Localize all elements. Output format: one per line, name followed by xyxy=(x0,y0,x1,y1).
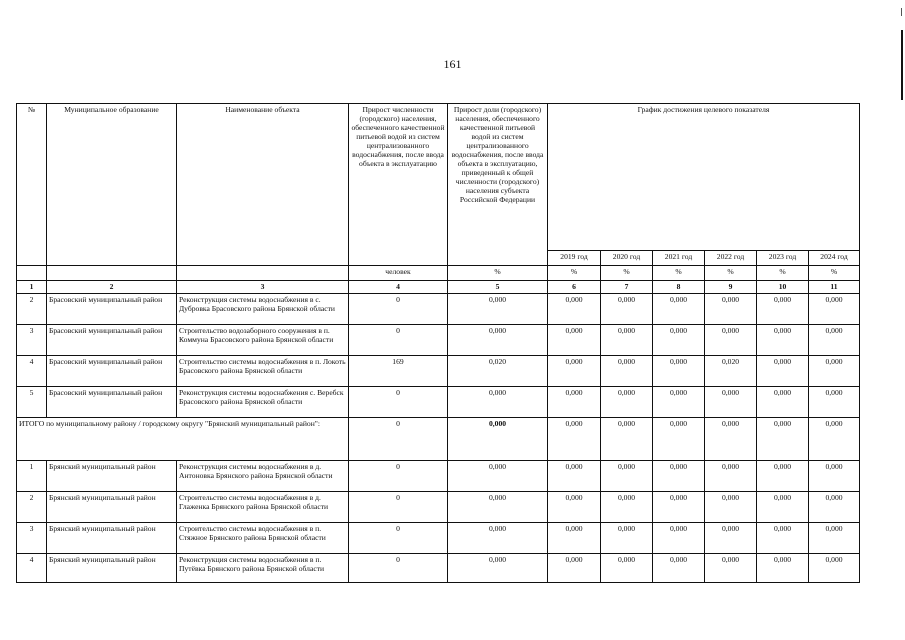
page-number: 161 xyxy=(443,57,462,71)
year-cell: 2021 год xyxy=(653,251,705,266)
row-municipality: Брянский муниципальный район xyxy=(47,554,177,583)
row-no: 2 xyxy=(17,492,47,523)
row-year-value: 0,000 xyxy=(548,523,601,554)
row-year-value: 0,000 xyxy=(809,461,860,492)
total-year-value: 0,000 xyxy=(653,418,705,461)
row-year-value: 0,000 xyxy=(809,523,860,554)
row-year-value: 0,000 xyxy=(705,492,757,523)
header-no: № xyxy=(17,104,47,266)
table-row xyxy=(17,387,860,418)
row-no: 3 xyxy=(17,523,47,554)
unit-pct: % xyxy=(809,266,860,281)
row-year-value: 0,000 xyxy=(548,294,601,325)
table-row xyxy=(17,461,860,492)
col-num: 6 xyxy=(548,281,601,294)
total-year-value: 0,000 xyxy=(705,418,757,461)
row-year-value: 0,000 xyxy=(601,523,653,554)
row-share: 0,020 xyxy=(448,356,548,387)
unit-cell-empty xyxy=(17,266,47,281)
row-pop: 0 xyxy=(349,325,448,356)
unit-pct: % xyxy=(757,266,809,281)
row-year-value: 0,000 xyxy=(601,461,653,492)
total-year-value: 0,000 xyxy=(809,418,860,461)
total-year-value: 0,000 xyxy=(548,418,601,461)
row-share: 0,000 xyxy=(448,387,548,418)
total-row xyxy=(17,418,860,461)
row-year-value: 0,000 xyxy=(705,294,757,325)
row-year-value: 0,000 xyxy=(757,554,809,583)
header-schedule: График достижения целевого показателя xyxy=(548,104,860,251)
column-numbers-row xyxy=(17,281,860,294)
unit-cell-empty xyxy=(47,266,177,281)
row-year-value: 0,000 xyxy=(653,492,705,523)
row-year-value: 0,000 xyxy=(548,554,601,583)
row-year-value: 0,000 xyxy=(653,387,705,418)
header-municipality: Муниципальное образование xyxy=(47,104,177,266)
row-year-value: 0,020 xyxy=(705,356,757,387)
header-growth-share: Прирост доли (городского) населения, обеспеченного качественной питьевой водой из систем централизованного водоснабжения, после ввода объекта в эксплуатацию, приведенный к общей численности (городского) населения субъекта Российской Федерации xyxy=(448,104,548,266)
row-object: Строительство водозаборного сооружения в п. Коммуна Брасовского района Брянской области xyxy=(177,325,349,356)
col-num: 1 xyxy=(17,281,47,294)
row-share: 0,000 xyxy=(448,523,548,554)
table-row xyxy=(17,523,860,554)
row-object: Строительство системы водоснабжения в д. Глаженка Брянского района Брянской области xyxy=(177,492,349,523)
unit-pct: % xyxy=(448,266,548,281)
total-label: ИТОГО по муниципальному району / городскому округу "Брянский муниципальный район": xyxy=(17,418,349,461)
table-row xyxy=(17,554,860,583)
table-row xyxy=(17,294,860,325)
row-year-value: 0,000 xyxy=(601,492,653,523)
row-year-value: 0,000 xyxy=(757,492,809,523)
year-cell: 2019 год xyxy=(548,251,601,266)
row-year-value: 0,000 xyxy=(548,325,601,356)
row-pop: 0 xyxy=(349,554,448,583)
edge-tick-mark xyxy=(901,8,902,16)
total-year-value: 0,000 xyxy=(757,418,809,461)
row-year-value: 0,000 xyxy=(757,387,809,418)
unit-pct: % xyxy=(653,266,705,281)
row-year-value: 0,000 xyxy=(809,294,860,325)
row-year-value: 0,000 xyxy=(809,554,860,583)
row-year-value: 0,000 xyxy=(653,554,705,583)
unit-pct: % xyxy=(601,266,653,281)
row-object: Реконструкция системы водоснабжения в п. Путёвка Брянского района Брянской области xyxy=(177,554,349,583)
row-municipality: Брасовский муниципальный район xyxy=(47,325,177,356)
table-row xyxy=(17,356,860,387)
col-num: 7 xyxy=(601,281,653,294)
row-share: 0,000 xyxy=(448,461,548,492)
row-year-value: 0,000 xyxy=(548,387,601,418)
row-year-value: 0,000 xyxy=(653,356,705,387)
row-object: Реконструкция системы водоснабжения с. Веребск Брасовского района Брянской области xyxy=(177,387,349,418)
row-municipality: Брянский муниципальный район xyxy=(47,492,177,523)
row-municipality: Брасовский муниципальный район xyxy=(47,387,177,418)
row-year-value: 0,000 xyxy=(601,325,653,356)
target-indicator-table xyxy=(16,103,860,583)
col-num: 2 xyxy=(47,281,177,294)
row-year-value: 0,000 xyxy=(809,387,860,418)
row-year-value: 0,000 xyxy=(601,387,653,418)
unit-people: человек xyxy=(349,266,448,281)
row-municipality: Брасовский муниципальный район xyxy=(47,294,177,325)
row-object: Строительство системы водоснабжения в п. Стяжное Брянского района Брянской области xyxy=(177,523,349,554)
col-num: 5 xyxy=(448,281,548,294)
row-year-value: 0,000 xyxy=(601,356,653,387)
total-year-value: 0,000 xyxy=(601,418,653,461)
row-no: 4 xyxy=(17,554,47,583)
row-year-value: 0,000 xyxy=(809,492,860,523)
row-year-value: 0,000 xyxy=(653,325,705,356)
row-year-value: 0,000 xyxy=(601,294,653,325)
col-num: 3 xyxy=(177,281,349,294)
row-year-value: 0,000 xyxy=(705,387,757,418)
header-row xyxy=(17,104,860,251)
unit-pct: % xyxy=(548,266,601,281)
row-year-value: 0,000 xyxy=(809,325,860,356)
row-no: 5 xyxy=(17,387,47,418)
row-pop: 169 xyxy=(349,356,448,387)
col-num: 10 xyxy=(757,281,809,294)
row-object: Строительство системы водоснабжения в п. Локоть Брасовского района Брянской области xyxy=(177,356,349,387)
row-share: 0,000 xyxy=(448,492,548,523)
row-share: 0,000 xyxy=(448,294,548,325)
row-no: 2 xyxy=(17,294,47,325)
header-growth-population: Прирост численности (городского) населения, обеспеченного качественной питьевой водой из систем централизованного водоснабжения, после ввода объекта в эксплуатацию xyxy=(349,104,448,266)
table-row xyxy=(17,492,860,523)
row-year-value: 0,000 xyxy=(653,294,705,325)
row-no: 4 xyxy=(17,356,47,387)
row-municipality: Брянский муниципальный район xyxy=(47,523,177,554)
row-no: 1 xyxy=(17,461,47,492)
row-year-value: 0,000 xyxy=(548,492,601,523)
row-no: 3 xyxy=(17,325,47,356)
unit-pct: % xyxy=(705,266,757,281)
row-pop: 0 xyxy=(349,387,448,418)
row-year-value: 0,000 xyxy=(548,356,601,387)
row-year-value: 0,000 xyxy=(653,523,705,554)
header-object: Наименование объекта xyxy=(177,104,349,266)
row-year-value: 0,000 xyxy=(757,523,809,554)
col-num: 11 xyxy=(809,281,860,294)
year-cell: 2023 год xyxy=(757,251,809,266)
row-municipality: Брасовский муниципальный район xyxy=(47,356,177,387)
units-row xyxy=(17,266,860,281)
row-object: Реконструкция системы водоснабжения в с. Дубровка Брасовского района Брянской области xyxy=(177,294,349,325)
row-municipality: Брянский муниципальный район xyxy=(47,461,177,492)
row-share: 0,000 xyxy=(448,554,548,583)
row-year-value: 0,000 xyxy=(705,554,757,583)
row-object: Реконструкция системы водоснабжения в д. Антоновка Брянского района Брянской области xyxy=(177,461,349,492)
row-year-value: 0,000 xyxy=(757,325,809,356)
row-year-value: 0,000 xyxy=(653,461,705,492)
row-year-value: 0,000 xyxy=(757,294,809,325)
total-pop: 0 xyxy=(349,418,448,461)
year-cell: 2020 год xyxy=(601,251,653,266)
unit-cell-empty xyxy=(177,266,349,281)
col-num: 8 xyxy=(653,281,705,294)
row-pop: 0 xyxy=(349,523,448,554)
row-pop: 0 xyxy=(349,461,448,492)
year-cell: 2024 год xyxy=(809,251,860,266)
row-year-value: 0,000 xyxy=(757,461,809,492)
table-row xyxy=(17,325,860,356)
row-year-value: 0,000 xyxy=(809,356,860,387)
row-pop: 0 xyxy=(349,492,448,523)
col-num: 4 xyxy=(349,281,448,294)
row-year-value: 0,000 xyxy=(705,461,757,492)
row-year-value: 0,000 xyxy=(757,356,809,387)
row-year-value: 0,000 xyxy=(705,523,757,554)
row-pop: 0 xyxy=(349,294,448,325)
row-year-value: 0,000 xyxy=(705,325,757,356)
total-share: 0,000 xyxy=(448,418,548,461)
year-cell: 2022 год xyxy=(705,251,757,266)
row-year-value: 0,000 xyxy=(548,461,601,492)
row-year-value: 0,000 xyxy=(601,554,653,583)
col-num: 9 xyxy=(705,281,757,294)
row-share: 0,000 xyxy=(448,325,548,356)
